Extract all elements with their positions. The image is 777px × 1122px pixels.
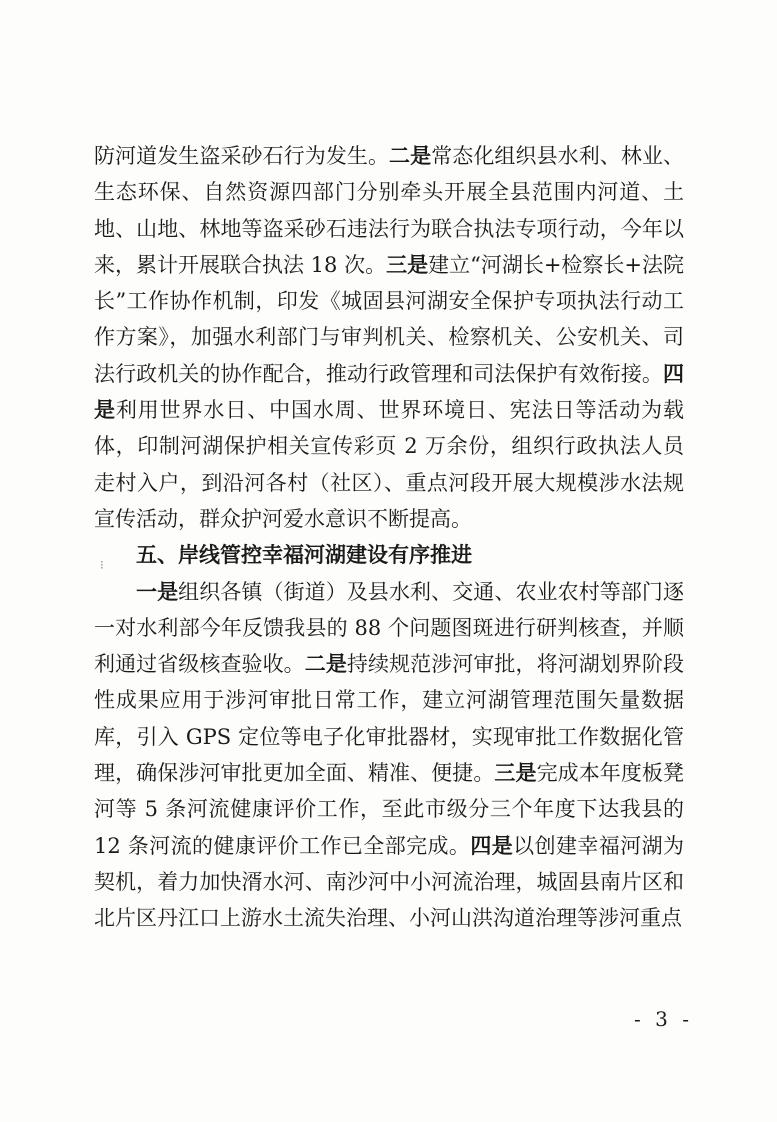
section-heading: 五、岸线管控幸福河湖建设有序推进: [136, 543, 472, 568]
text-run: 完成本年度板凳河等 5 条河流健康评价工作，至此市级分三个年度下达我县的 12 条河流的健康评价工作已全部完成。: [94, 761, 685, 858]
text-run: 防河道发生盗采砂石行为发生。: [94, 144, 390, 168]
text-run: 常态化组织县水利、林业、生态环保、自然资源四部门分别牵头开展全县范围内河道、土地、山地、林地等盗采砂石违法行为联合执法专项行动，今年以来，累计开展联合执法 18 次。: [94, 144, 685, 277]
text-run: 持续规范涉河审批，将河湖划界阶段性成果应用于涉河审批日常工作，建立河湖管理范围矢量数据库，引入 GPS 定位等电子化审批器材，实现审批工作数据化管理，确保涉河审批更加全面、精准、便捷。: [94, 652, 685, 786]
text-run: 组织各镇（街道）及县水利、交通、农业农村等部门逐一对水利部今年反馈我县的 88 个问题图斑进行研判核查，并顺利通过省级核查验收。: [94, 579, 685, 677]
text-run: 以创建幸福河湖为契机，着力加快湑水河、南沙河中小河流治理，城固县南片区和北片区丹江口上游水土流失治理、小河山洪沟道治理等涉河重点: [94, 833, 685, 931]
text-run: 利用世界水日、中国水周、世界环境日、宪法日等活动为载体，印制河湖保护相关宣传彩页 2 万余份，组织行政执法人员走村入户，到沿河各村（社区）、重点河段开展大规模涉水法规宣传活动，群众护河爱水意识不断提高。: [94, 398, 685, 531]
paragraph-1: [94, 138, 684, 537]
keyword-bold: 二是: [389, 144, 432, 168]
text-run: 建立“河湖长+检察长+法院长”工作协作机制，印发《城固县河湖安全保护专项执法行动工作方案》，加强水利部门与审判机关、检察机关、公安机关、司法行政机关的协作配合，推动行政管理和司法保护有效衔接。: [94, 252, 685, 386]
keyword-bold: 二是: [304, 652, 347, 677]
keyword-bold: 四是: [94, 361, 684, 423]
scan-speck: ⁝: [100, 558, 104, 572]
keyword-bold: 三是: [386, 252, 429, 277]
paragraph-2: [94, 574, 684, 937]
keyword-bold: 三是: [494, 761, 537, 786]
page-number: - 3 -: [634, 1007, 693, 1031]
body-text: [94, 138, 684, 937]
keyword-bold: 一是: [136, 579, 179, 604]
keyword-bold: 四是: [470, 833, 514, 858]
